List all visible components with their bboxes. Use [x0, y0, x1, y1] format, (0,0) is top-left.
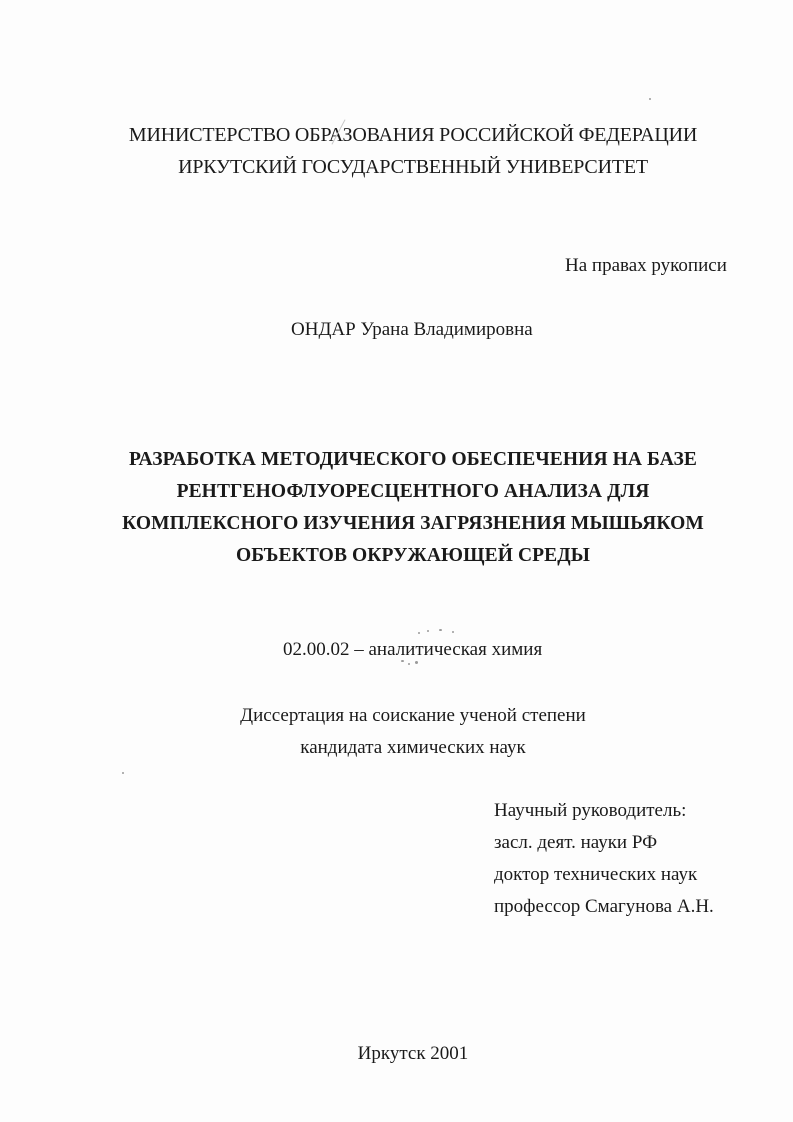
supervisor-honor: засл. деят. науки РФ — [494, 832, 658, 853]
scan-speck — [452, 631, 454, 633]
rights-note: На правах рукописи — [565, 255, 727, 276]
supervisor-name: профессор Смагунова А.Н. — [494, 896, 714, 917]
scan-speck — [439, 629, 442, 631]
title-line-2: РЕНТГЕНОФЛУОРЕСЦЕНТНОГО АНАЛИЗА ДЛЯ — [176, 481, 650, 502]
city-year: Иркутск 2001 — [357, 1043, 469, 1064]
dissertation-line-1: Диссертация на соискание ученой степени — [240, 705, 586, 726]
scan-speck — [401, 660, 404, 662]
university-heading: ИРКУТСКИЙ ГОСУДАРСТВЕННЫЙ УНИВЕРСИТЕТ — [178, 156, 648, 178]
scan-speck — [427, 630, 429, 632]
title-line-4: ОБЪЕКТОВ ОКРУЖАЮЩЕЙ СРЕДЫ — [235, 545, 591, 566]
supervisor-label: Научный руководитель: — [494, 800, 687, 821]
specialty-code: 02.00.02 – аналитическая химия — [283, 639, 543, 660]
scan-speck — [408, 663, 410, 665]
scan-speck — [418, 632, 420, 634]
title-line-1: РАЗРАБОТКА МЕТОДИЧЕСКОГО ОБЕСПЕЧЕНИЯ НА БАЗЕ — [129, 449, 697, 470]
scan-speck — [122, 772, 124, 774]
scan-speck — [649, 98, 651, 100]
author-name: ОНДАР Урана Владимировна — [291, 319, 533, 340]
dissertation-line-2: кандидата химических наук — [300, 737, 526, 758]
supervisor-degree: доктор технических наук — [494, 864, 698, 885]
ministry-heading: МИНИСТЕРСТВО ОБРАЗОВАНИЯ РОССИЙСКОЙ ФЕДЕРАЦИИ — [128, 124, 698, 146]
scan-speck — [415, 661, 418, 664]
title-line-3: КОМПЛЕКСНОГО ИЗУЧЕНИЯ ЗАГРЯЗНЕНИЯ МЫШЬЯКОМ — [122, 513, 704, 534]
